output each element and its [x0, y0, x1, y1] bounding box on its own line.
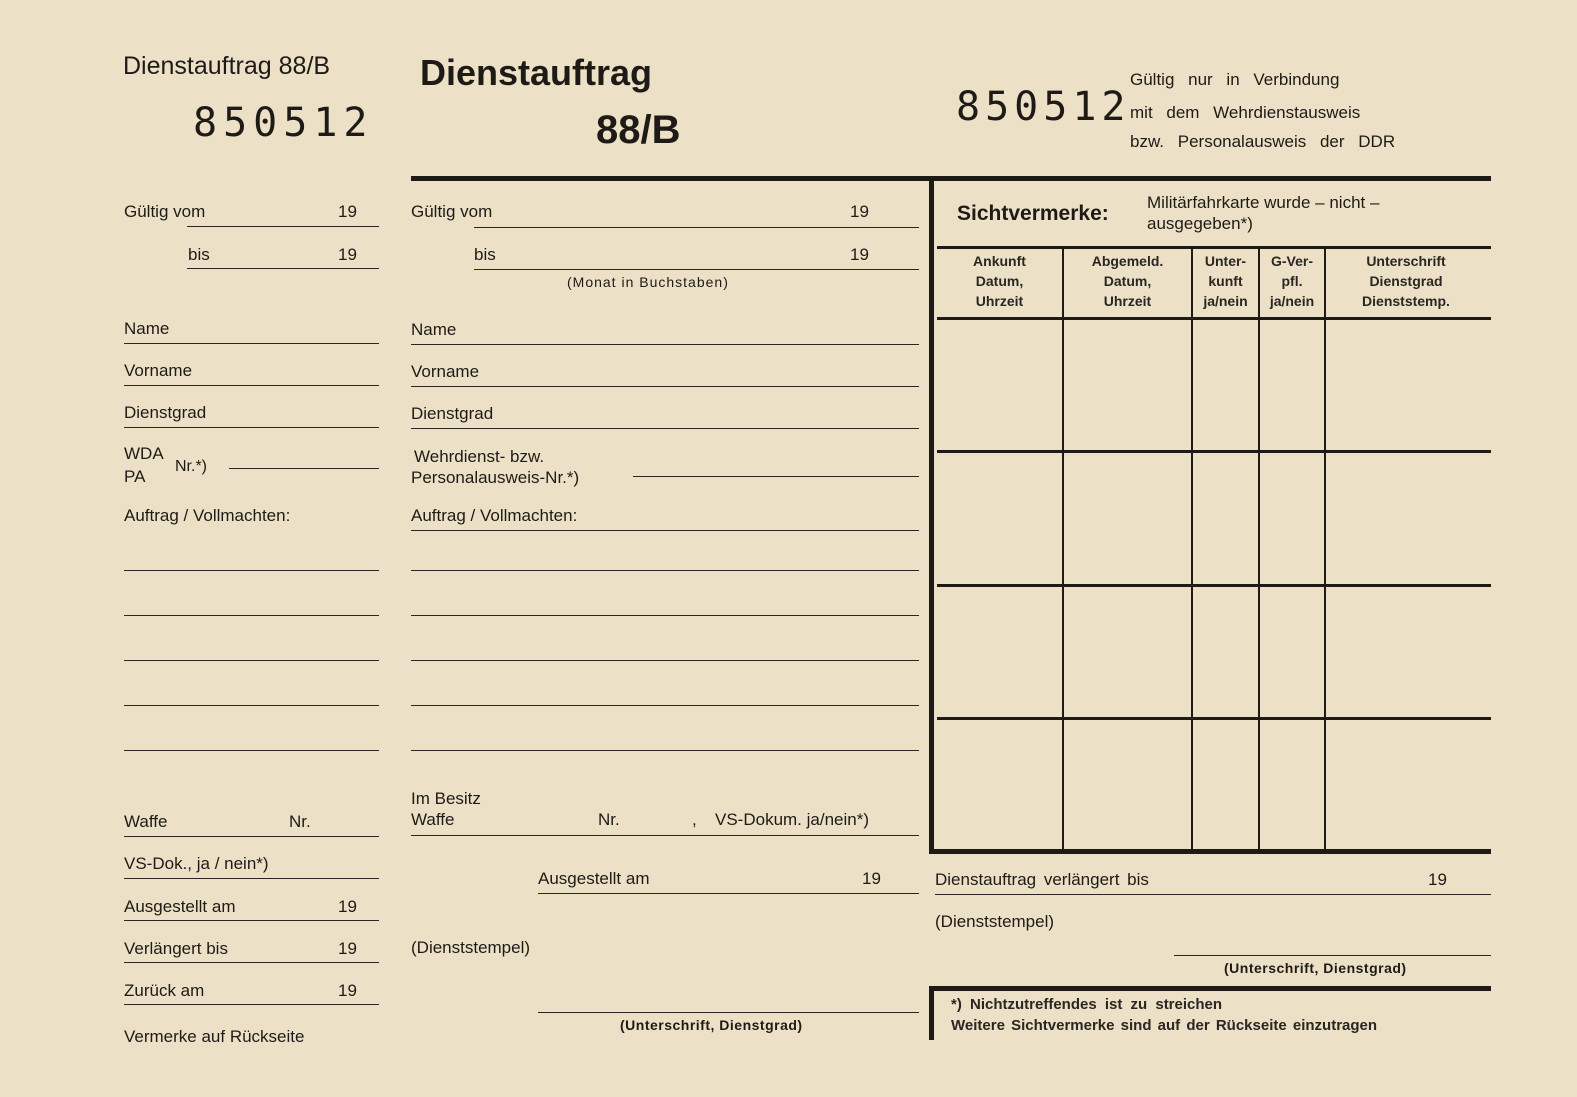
main-dienstgrad-field[interactable] [411, 428, 919, 429]
col-header-gverpfl [1260, 251, 1324, 311]
col-header-ankunft-l3: Uhrzeit [975, 293, 1024, 309]
main-waffe-nr-label: Nr. [598, 810, 620, 829]
stub-pa-label: PA [124, 467, 146, 486]
stub-zurueck-year: 19 [338, 981, 357, 1000]
col-header-gverpfl-l2: pfl. [1281, 273, 1303, 289]
col-header-unterkunft-l2: kunft [1208, 273, 1243, 289]
stub-vorname-field[interactable] [124, 385, 379, 386]
main-auftrag-line-5[interactable] [411, 705, 919, 706]
stub-vorname-label: Vorname [124, 361, 193, 380]
main-signature-field[interactable] [538, 1012, 919, 1013]
right-validity-line-1: Gültig nur in Verbindung [1130, 70, 1340, 89]
stub-vs-dok-field[interactable] [124, 878, 379, 879]
main-gueltig-vom-field[interactable] [474, 227, 919, 228]
right-verlaengert-year: 19 [1428, 870, 1447, 889]
right-signature-field[interactable] [1174, 955, 1491, 956]
stub-nr-label: Nr.*) [175, 458, 207, 475]
right-unterschrift-label: (Unterschrift, Dienstgrad) [1224, 960, 1407, 976]
stub-auftrag-line-4[interactable] [124, 705, 379, 706]
stub-auftrag-line-5[interactable] [124, 750, 379, 751]
stub-waffe-field[interactable] [124, 836, 379, 837]
table-top-rule [937, 246, 1491, 249]
col-header-unterkunft-l3: ja/nein [1203, 293, 1248, 309]
stub-bis-year: 19 [338, 245, 357, 264]
stub-bis-field[interactable] [187, 268, 379, 269]
stub-ausgestellt-year: 19 [338, 897, 357, 916]
footnote-top-rule [929, 986, 1491, 991]
main-title-number: 88/B [596, 108, 681, 152]
table-row[interactable] [937, 320, 1491, 450]
main-auftrag-line-6[interactable] [411, 750, 919, 751]
stub-waffe-nr-label: Nr. [289, 812, 311, 831]
stub-gueltig-vom-label: Gültig vom [124, 202, 206, 221]
col-header-abgemeld-l1: Abgemeld. [1091, 253, 1164, 269]
main-ausgestellt-label: Ausgestellt am [538, 869, 650, 888]
main-auftrag-label: Auftrag / Vollmachten: [411, 506, 578, 525]
col-header-gverpfl-l3: ja/nein [1269, 293, 1315, 309]
main-ausgestellt-year: 19 [862, 869, 881, 888]
main-title: Dienstauftrag [420, 52, 653, 93]
table-row[interactable] [937, 453, 1491, 584]
stub-verlaengert-year: 19 [338, 939, 357, 958]
main-vorname-label: Vorname [411, 362, 480, 381]
main-waffe-label: Waffe [411, 810, 455, 829]
main-waffe-field[interactable] [411, 835, 919, 836]
right-vertical-rule [929, 180, 934, 854]
right-serial-number: 850512 [956, 84, 1131, 130]
stub-vs-dok-label: VS-Dok., ja / nein*) [124, 854, 269, 873]
stub-dienstgrad-label: Dienstgrad [124, 403, 207, 422]
main-name-label: Name [411, 320, 457, 339]
sichtvermerke-label: Sichtvermerke: [957, 202, 1109, 225]
stub-auftrag-line-2[interactable] [124, 615, 379, 616]
main-auftrag-line-1[interactable] [411, 530, 919, 531]
stub-ausgestellt-field[interactable] [124, 920, 379, 921]
col-header-gverpfl-l1: G-Ver- [1270, 253, 1313, 269]
stub-ausgestellt-label: Ausgestellt am [124, 897, 236, 916]
col-header-abgemeld [1064, 251, 1191, 311]
main-wehrdienst-label-1: Wehrdienst- bzw. [414, 447, 545, 466]
main-gueltig-vom-year: 19 [850, 202, 869, 221]
right-bottom-rule [929, 849, 1491, 854]
col-header-unterkunft-l1: Unter- [1204, 253, 1247, 269]
stub-zurueck-label: Zurück am [124, 981, 205, 1000]
main-im-besitz-label: Im Besitz [411, 789, 481, 808]
main-bis-year: 19 [850, 245, 869, 264]
main-top-rule [411, 176, 1491, 181]
right-validity-line-2: mit dem Wehrdienstausweis [1130, 103, 1361, 122]
stub-gueltig-vom-field[interactable] [187, 226, 379, 227]
main-vs-dokum-label: VS-Dokum. ja/nein*) [715, 810, 870, 829]
col-header-unterschrift-l3: Dienststemp. [1362, 293, 1450, 309]
stub-wda-label: WDA [124, 444, 164, 463]
stub-title: Dienstauftrag 88/B [123, 52, 331, 80]
stub-verlaengert-label: Verlängert bis [124, 939, 228, 958]
col-header-abgemeld-l3: Uhrzeit [1103, 293, 1152, 309]
main-monat-hint: (Monat in Buchstaben) [567, 274, 729, 290]
fahrkarte-line-2: ausgegeben*) [1147, 214, 1253, 233]
right-validity-line-3: bzw. Personalausweis der DDR [1130, 132, 1396, 151]
stub-zurueck-field[interactable] [124, 1004, 379, 1005]
table-row[interactable] [937, 587, 1491, 717]
fahrkarte-line-1: Militärfahrkarte wurde – nicht – [1147, 193, 1380, 212]
col-header-unterschrift [1326, 251, 1486, 311]
stub-name-label: Name [124, 319, 170, 338]
col-header-ankunft [937, 251, 1062, 311]
main-name-field[interactable] [411, 344, 919, 345]
main-auftrag-line-2[interactable] [411, 570, 919, 571]
stub-auftrag-line-1[interactable] [124, 570, 379, 571]
main-dienststempel-label: (Dienststempel) [411, 938, 531, 957]
col-header-abgemeld-l2: Datum, [1103, 273, 1152, 289]
main-dienstgrad-label: Dienstgrad [411, 404, 494, 423]
stub-name-field[interactable] [124, 343, 379, 344]
right-dienststempel-label: (Dienststempel) [935, 912, 1055, 931]
stub-serial-number: 850512 [193, 100, 374, 146]
stub-gueltig-vom-year: 19 [338, 202, 357, 221]
main-unterschrift-label: (Unterschrift, Dienstgrad) [620, 1017, 803, 1033]
stub-dienstgrad-field[interactable] [124, 427, 379, 428]
stub-bis-label: bis [188, 245, 210, 264]
main-bis-field[interactable] [474, 269, 919, 270]
table-row[interactable] [937, 720, 1491, 849]
main-gueltig-vom-label: Gültig vom [411, 202, 493, 221]
main-auftrag-line-3[interactable] [411, 615, 919, 616]
footnote-left-rule [929, 986, 934, 1040]
right-verlaengert-label: Dienstauftrag verlängert bis [935, 870, 1149, 889]
main-bis-label: bis [474, 245, 496, 264]
stub-auftrag-line-3[interactable] [124, 660, 379, 661]
main-comma: , [692, 810, 697, 829]
main-ausgestellt-field[interactable] [538, 893, 919, 894]
stub-wda-field[interactable] [229, 468, 379, 469]
stub-verlaengert-field[interactable] [124, 962, 379, 963]
footnote-line-2: Weitere Sichtvermerke sind auf der Rückseite einzutragen [951, 1017, 1378, 1034]
col-header-unterschrift-l1: Unterschrift [1366, 253, 1446, 269]
col-header-ankunft-l2: Datum, [975, 273, 1024, 289]
main-vorname-field[interactable] [411, 386, 919, 387]
main-wehrdienst-field[interactable] [633, 476, 919, 477]
main-wehrdienst-label-2: Personalausweis-Nr.*) [411, 468, 580, 487]
main-auftrag-line-4[interactable] [411, 660, 919, 661]
stub-vermerke-label: Vermerke auf Rückseite [124, 1027, 305, 1046]
right-verlaengert-field[interactable] [935, 894, 1491, 895]
stub-auftrag-label: Auftrag / Vollmachten: [124, 506, 291, 525]
footnote-line-1: *) Nichtzutreffendes ist zu streichen [951, 996, 1223, 1013]
stub-waffe-label: Waffe [124, 812, 168, 831]
col-header-ankunft-l1: Ankunft [973, 253, 1026, 269]
col-header-unterschrift-l2: Dienstgrad [1369, 273, 1443, 289]
col-header-unterkunft [1193, 251, 1258, 311]
